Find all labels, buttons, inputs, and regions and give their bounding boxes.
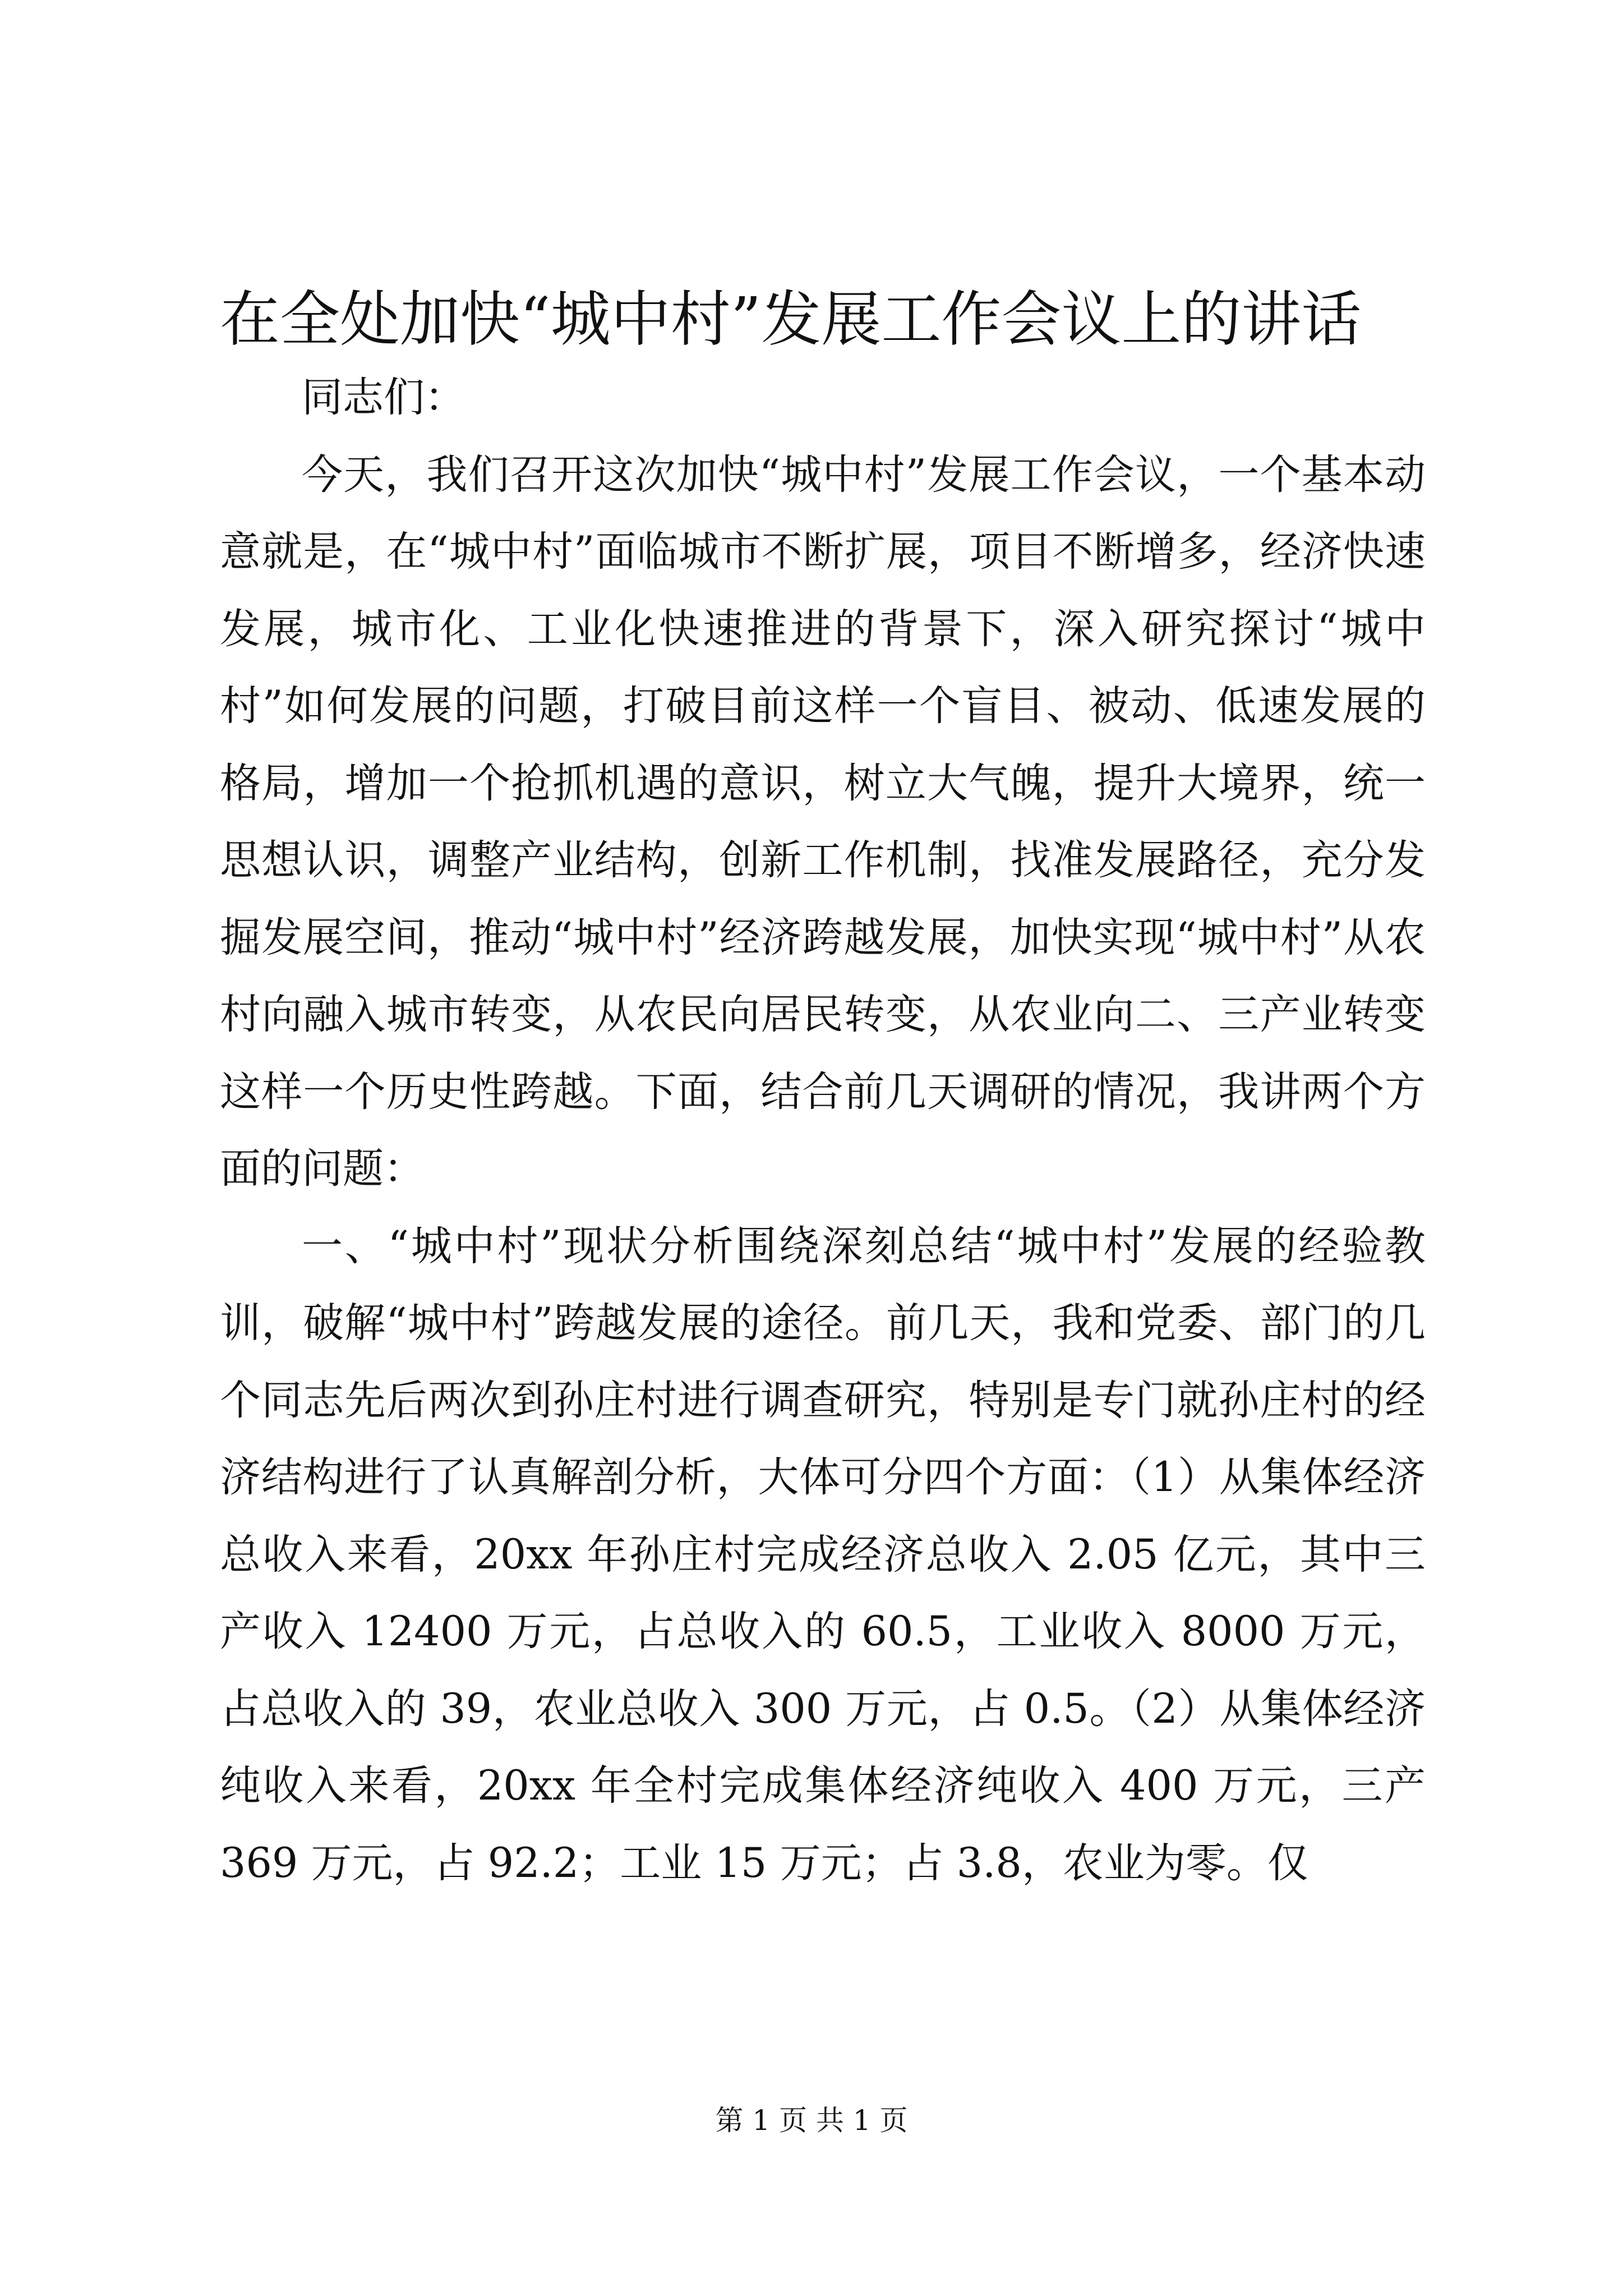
page-footer: 第 1 页 共 1 页 (715, 2104, 908, 2137)
document-title: 在全处加快“城中村”发展工作会议上的讲话 (220, 285, 1362, 355)
section-one-paragraph: 一、“城中村”现状分析围绕深刻总结“城中村”发展的经验教训，破解“城中村”跨越发展的途径。前几天，我和党委、部门的几个同志先后两次到孙庄村进行调查研究，特别是专门就孙庄村的经济结构进行了认真解剖分析，大体可分四个方面：（1）从集体经济总收入来看，20xx 年孙庄村完成经济总收入 2.05 亿元，其中三产收入 12400 万元，占总收入的 60.5，工业收入 8000 万元，占总收入的 39，农业总收入 300 万元，占 0.5。（2）从集体经济纯收入来看，20xx 年全村完成集体经济纯收入 400 万元，三产 369 万元，占 92.2；工业 15 万元；占 3.8，农业为零。仅 (220, 1222, 1426, 1887)
document-body (220, 359, 1426, 1902)
salutation-paragraph: 同志们： (302, 374, 465, 421)
intro-paragraph: 今天，我们召开这次加快“城中村”发展工作会议，一个基本动意就是，在“城中村”面临城市不断扩展，项目不断增多，经济快速发展，城市化、工业化快速推进的背景下，深入研究探讨“城中村”如何发展的问题，打破目前这样一个盲目、被动、低速发展的格局，增加一个抢抓机遇的意识，树立大气魄，提升大境界，统一思想认识，调整产业结构，创新工作机制，找准发展路径，充分发掘发展空间，推动“城中村”经济跨越发展，加快实现“城中村”从农村向融入城市转变，从农民向居民转变，从农业向二、三产业转变这样一个历史性跨越。下面，结合前几天调研的情况，我讲两个方面的问题： (220, 450, 1426, 1193)
